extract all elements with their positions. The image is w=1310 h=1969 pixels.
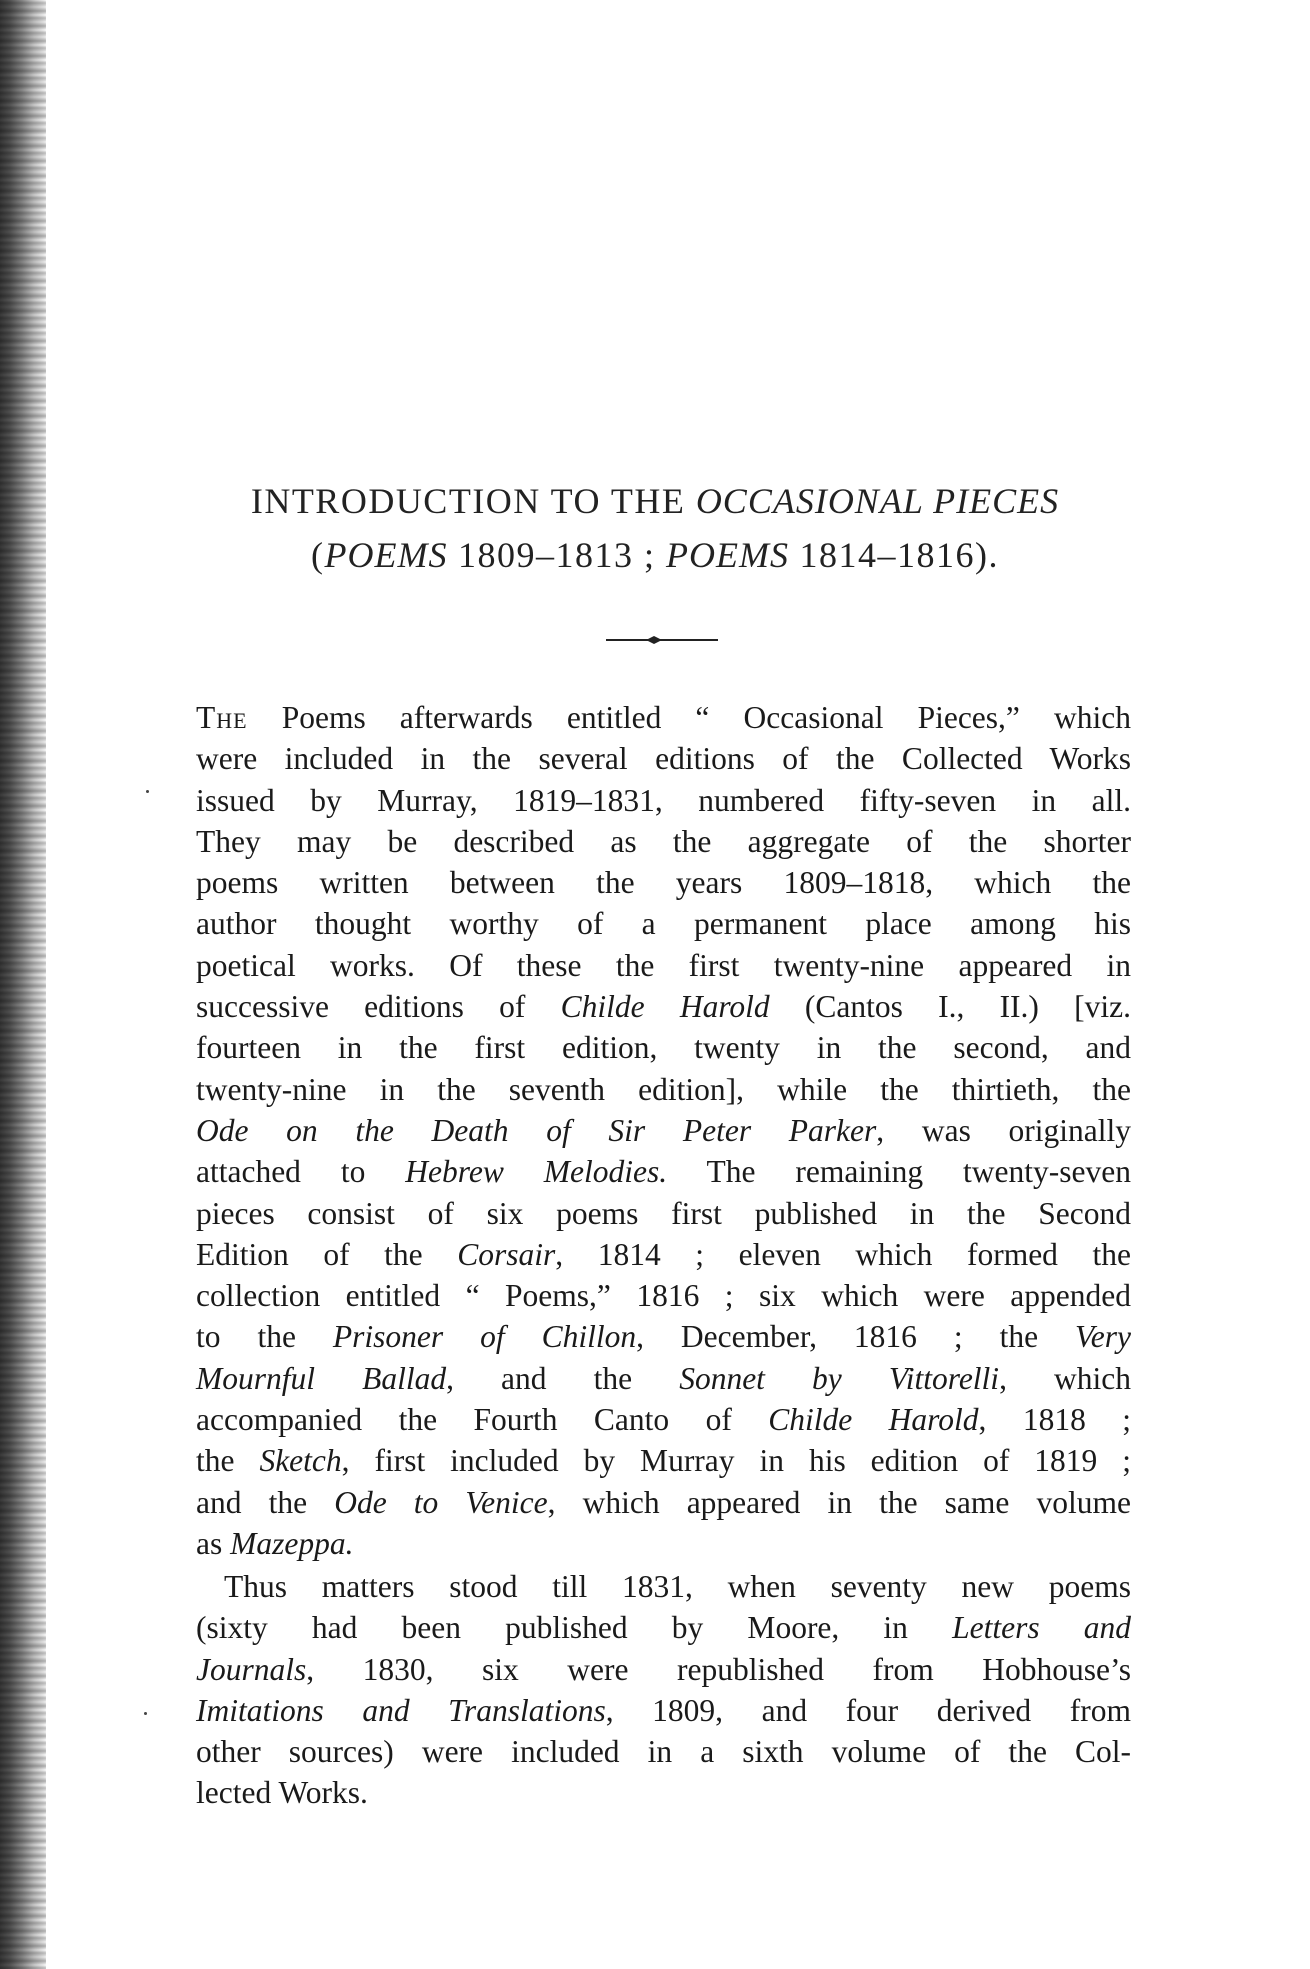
text-line: poetical works. Of these the first twenty-nine appeared in: [196, 947, 1131, 983]
book-binding-edge: [0, 0, 46, 1969]
text-line: Imitations and Translations, 1809, and four derived from: [196, 1692, 1131, 1728]
paragraph-1: [196, 697, 1131, 1564]
paragraph-2: [196, 1566, 1131, 1814]
text-line: issued by Murray, 1819–1831, numbered fifty-seven in all.: [196, 782, 1131, 818]
text-line: to the Prisoner of Chillon, December, 1816 ; the Very: [196, 1319, 1131, 1355]
text-line: The Poems afterwards entitled “ Occasional Pieces,” which: [196, 700, 1131, 735]
text-line: and the Ode to Venice, which appeared in the same volume: [196, 1484, 1131, 1520]
text-line: author thought worthy of a permanent place among his: [196, 906, 1131, 942]
ink-speck: [144, 1712, 147, 1715]
page-title: INTRODUCTION TO THE OCCASIONAL PIECES: [250, 481, 1060, 521]
text-line: accompanied the Fourth Canto of Childe Harold, 1818 ;: [196, 1402, 1131, 1438]
text-line: were included in the several editions of the Collected Works: [196, 741, 1131, 777]
text-line: attached to Hebrew Melodies. The remaining twenty-seven: [196, 1154, 1131, 1190]
text-line: (sixty had been published by Moore, in Letters and: [196, 1610, 1131, 1646]
text-line: Ode on the Death of Sir Peter Parker, was originally: [196, 1112, 1131, 1148]
text-line: the Sketch, first included by Murray in his edition of 1819 ;: [196, 1443, 1132, 1479]
text-line: other sources) were included in a sixth volume of the Col-: [196, 1734, 1131, 1770]
text-line: Thus matters stood till 1831, when seventy new poems: [224, 1569, 1131, 1604]
text-line: Mournful Ballad, and the Sonnet by Vittorelli, which: [196, 1360, 1132, 1396]
text-line: twenty-nine in the seventh edition], while the thirtieth, the: [196, 1071, 1131, 1107]
page-subtitle: (POEMS 1809–1813 ; POEMS 1814–1816).: [311, 535, 999, 575]
text-line: They may be described as the aggregate of the shorter: [196, 823, 1131, 859]
divider-ornament: [602, 634, 722, 646]
text-line: lected Works.: [196, 1775, 368, 1811]
text-line: Edition of the Corsair, 1814 ; eleven which formed the: [196, 1236, 1131, 1272]
text-line: collection entitled “ Poems,” 1816 ; six which were appended: [196, 1278, 1131, 1314]
text-line: Journals, 1830, six were republished from Hobhouse’s: [196, 1651, 1131, 1687]
text-line: poems written between the years 1809–1818, which the: [196, 865, 1131, 901]
text-line: successive editions of Childe Harold (Cantos I., II.) [viz.: [196, 989, 1131, 1025]
text-line: fourteen in the first edition, twenty in the second, and: [196, 1030, 1131, 1066]
text-line: pieces consist of six poems first published in the Second: [196, 1195, 1131, 1231]
ink-speck: [146, 790, 149, 793]
text-line: as Mazeppa.: [196, 1525, 354, 1561]
